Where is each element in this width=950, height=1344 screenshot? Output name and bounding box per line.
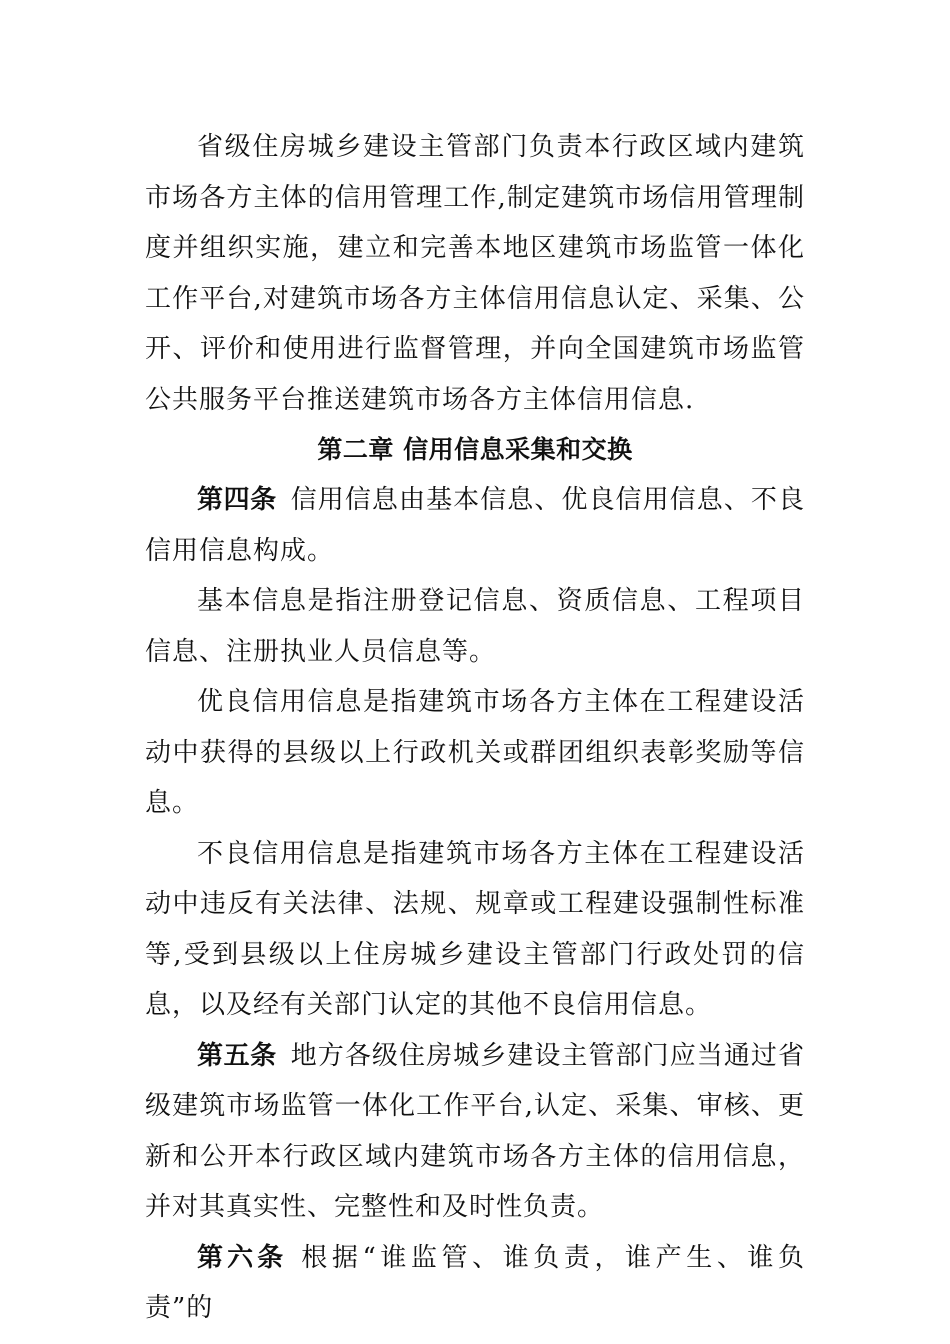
article-number: 第五条 <box>197 1040 277 1071</box>
paragraph-provincial-duties <box>145 122 805 425</box>
article-number: 第四条 <box>197 485 277 515</box>
article-text: 根据“谁监管、谁负责，谁产生、谁负责”的 <box>145 1242 805 1323</box>
chapter-title: 第二章 信用信息采集和交换 <box>317 435 633 464</box>
article-text: 地方各级住房城乡建设主管部门应当通过省级建筑市场监管一体化工作平台,认定、采集、审核、更新和公开本行政区域内建筑市场各方主体的信用信息，并对其真实性、完整性和及时性负责。 <box>145 1040 805 1222</box>
article-4 <box>145 475 805 576</box>
document-body <box>145 122 805 1334</box>
paragraph-good-credit <box>145 677 805 829</box>
paragraph-bad-credit <box>145 829 805 1031</box>
article-number: 第六条 <box>197 1242 288 1273</box>
chapter-heading <box>145 425 805 475</box>
paragraph-text: 优良信用信息是指建筑市场各方主体在工程建设活动中获得的县级以上行政机关或群团组织表彰奖励等信息。 <box>145 687 805 818</box>
paragraph-basic-info <box>145 576 805 677</box>
paragraph-text: 基本信息是指注册登记信息、资质信息、工程项目信息、注册执业人员信息等。 <box>145 586 805 667</box>
paragraph-text: 省级住房城乡建设主管部门负责本行政区域内建筑市场各方主体的信用管理工作,制定建筑市场信用管理制度并组织实施，建立和完善本地区建筑市场监管一体化工作平台,对建筑市场各方主体信用信息认定、采集、公开、评价和使用进行监督管理，并向全国建筑市场监管公共服务平台推送建筑市场各方主体信用信息. <box>145 132 805 415</box>
article-6 <box>145 1233 805 1334</box>
article-text: 信用信息由基本信息、优良信用信息、不良信用信息构成。 <box>145 485 805 566</box>
paragraph-text: 不良信用信息是指建筑市场各方主体在工程建设活动中违反有关法律、法规、规章或工程建设强制性标准等,受到县级以上住房城乡建设主管部门行政处罚的信息，以及经有关部门认定的其他不良信用信息。 <box>145 838 805 1020</box>
article-5 <box>145 1031 805 1233</box>
